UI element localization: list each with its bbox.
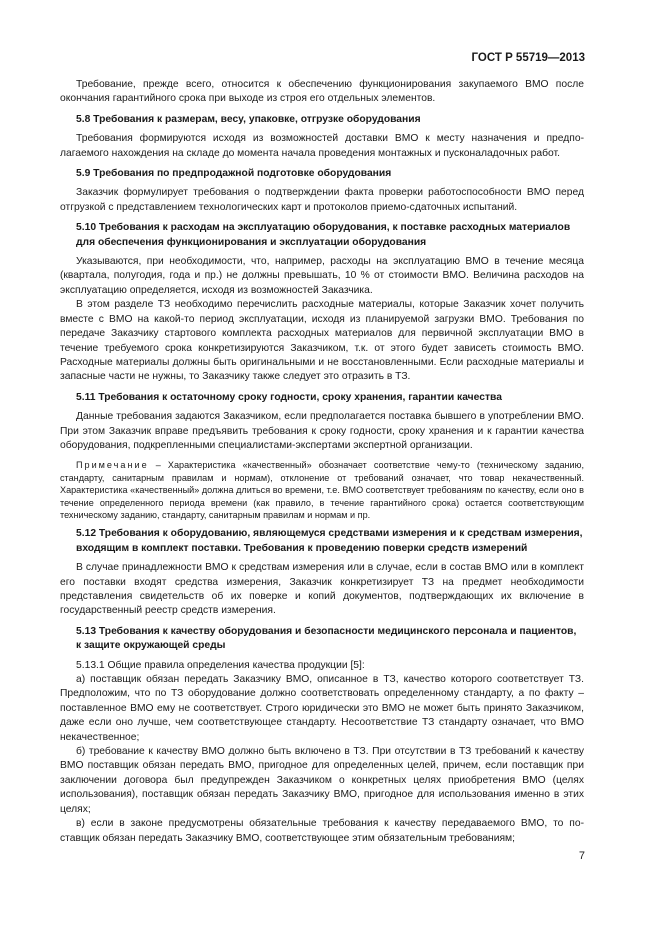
note-label: Примечание [76,460,149,471]
list-item-b: б) требование к качеству ВМО должно быть включено в ТЗ. При отсутствии в ТЗ требований к качеству ВМО поставщик обязан передать ВМО, пригодное для определенных целей, причем, если поставщик при заключении договора был предупрежден Заказчиком о конкретных целях приобретения ВМО (целях использования), поставщик обязан передать Заказчику ВМО, пригодное для использования именно в этих целях; [60,746,584,815]
section-5-11-note [60,459,584,521]
note-text: – Характеристика «качественный» обозначает соответствие чему-то (техническому заданию, стандарту, санитарным правилам и нормам), отклонение от требований означает, что товар некачественный. Характеристика «качественный» должна длиться во времени, т.е. ВМО соответствует требованиям по качеству, если оно в течение определенного периода времени (как правило, в течение гарантийного срока) остается соответствующим техническому заданию, стандарту, санитарным правилам и нормам и пр. [60,460,584,520]
page-content [60,78,584,846]
section-5-12-title: 5.12 Требования к оборудованию, являющемуся средствами измерения и к средствам измерения, входящим в комплект поставки. Требования к проведению поверки средств измерений [76,528,583,554]
section-5-10-paragraph-1: Указываются, при необходимости, что, например, расходы на эксплуатацию ВМО в течение месяца (квартала, полугодия, года и пр.) не должны превышать, 10 % от стоимости ВМО. Величина расходов на эксплуатацию определяется, исходя из возможностей Заказчика. [60,256,584,296]
list-item-a: а) поставщик обязан передать Заказчику ВМО, описанное в ТЗ, качество которого соответствует ТЗ. Предположим, что по ТЗ оборудование должно соответствовать определенному стандарту, а по факту – поставленное ВМО ему не соответствует. Строго юридически это ВМО не может быть принято Заказчиком, даже если оно лучше, чем соответствующее стандарту. Несоответствие ТЗ стандарту означает, что ВМО некачественное; [60,674,584,743]
section-5-13-1-heading: 5.13.1 Общие правила определения качества продукции [5]: [76,659,365,671]
section-5-11-title: 5.11 Требования к остаточному сроку годности, сроку хранения, гарантии качества [76,391,502,403]
section-5-8-title: 5.8 Требования к размерам, весу, упаковке, отгрузке оборудования [76,113,421,125]
intro-paragraph: Требование, прежде всего, относится к обеспечению функционирования закупаемого ВМО после окончания гарантийного срока при выходе из строя его отдельных элементов. [60,79,584,105]
page-number: 7 [578,850,585,862]
section-5-10-title: 5.10 Требования к расходам на эксплуатацию оборудования, к поставке расходных материалов для обеспечения функционирования и эксплуатации оборудования [76,222,571,248]
section-5-12-paragraph: В случае принадлежности ВМО к средствам измерения или в случае, если в состав ВМО или в комплект его поставки входят средства измерения, Заказчик конкретизирует ТЗ на предмет необходимости представления свидетельств об их поверке и копий документов, подтверждающих их включение в государственный реестр средств измерения. [60,562,584,617]
section-5-13-title: 5.13 Требования к качеству оборудования и безопасности медицинского персонала и пациентов, к защите окружающей среды [76,625,577,652]
section-5-8-paragraph: Требования формируются исходя из возможностей доставки ВМО к месту назначения и предполагаемого нахождения на складе до момента начала проведения монтажных и пусконаладочных работ. [60,133,584,159]
section-5-9-paragraph: Заказчик формулирует требования о подтверждении факта проверки работоспособности ВМО перед отгрузкой с представлением технологических карт и протоколов приемо-сдаточных испытаний. [60,187,584,213]
section-5-11-paragraph: Данные требования задаются Заказчиком, если предполагается поставка бывшего в употреблении ВМО. При этом Заказчик вправе предъявить требования к сроку годности, сроку хранения и к гарантии качества оборудования, подкрепленными специалистами-экспертами экспертной организации. [60,411,584,451]
section-5-10-paragraph-2: В этом разделе ТЗ необходимо перечислить расходные материалы, которые Заказчик хочет получить вместе с ВМО на какой-то период эксплуатации, исходя из планируемой загрузки ВМО. Требования по передаче Заказчику стартового комплекта расходных материалов для первичной эксплуатации ВМО в течение требуемого срока конкретизируются Заказчиком, т.к. от этого будет зависеть стоимость ВМО. Расходные материалы должны быть оригинальными и не восстановленными. Если расходные материалы и запасные части не нужны, то Заказчику также следует это отразить в ТЗ. [60,299,584,383]
list-item-c: в) если в законе предусмотрены обязательные требования к качеству передаваемого ВМО, то поставщик обязан передать Заказчику ВМО, соответствующее этим обязательным требованиям; [60,818,584,844]
section-5-9-title: 5.9 Требования по предпродажной подготовке оборудования [76,168,392,180]
document-code: ГОСТ Р 55719—2013 [471,52,585,64]
